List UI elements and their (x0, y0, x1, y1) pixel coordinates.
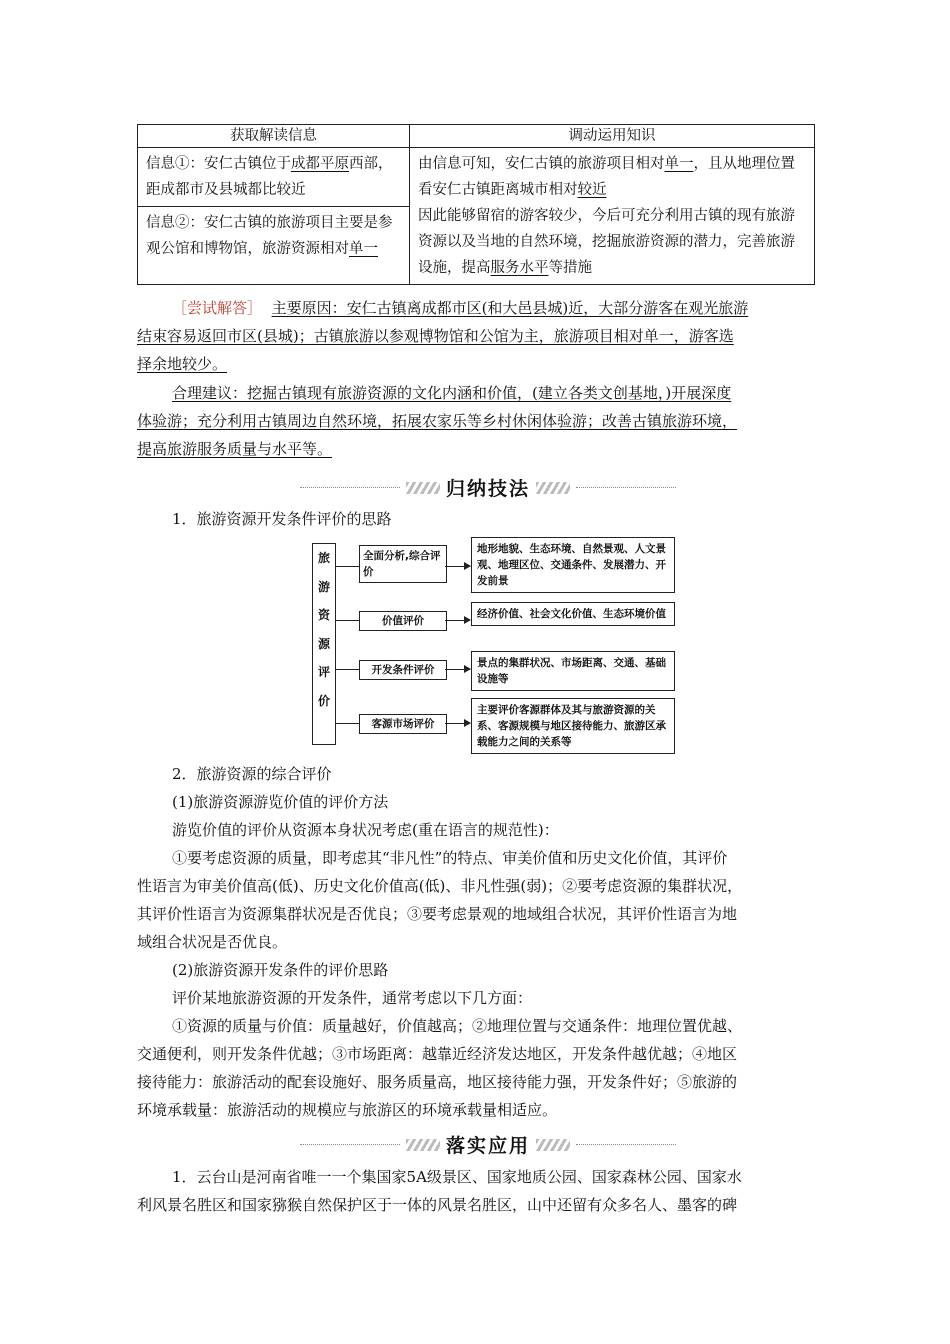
body-line-4: ①要考虑资源的质量，即考虑其“非凡性”的特点、审美价值和历史文化价值，其评价 (172, 849, 728, 867)
diagram-right-1: 地形地貌、生态环境、自然景观、人文景观、地理区位、交通条件、发展潜力、开发前景 (471, 537, 675, 593)
answer-line-1: ［尝试解答］ 主要原因：安仁古镇离成都市区(和大邑县城)近，大部分游客在观光旅游 (172, 299, 749, 317)
info-table (137, 124, 815, 285)
arrow (445, 620, 470, 621)
stripe-decoration (536, 1139, 570, 1151)
body-line-9: 评价某地旅游资源的开发条件，通常考虑以下几方面： (172, 989, 533, 1007)
arrow (445, 566, 470, 567)
diagram-mid-4: 客源市场评价 (359, 714, 447, 734)
divider (576, 487, 676, 488)
question-line-2: 利风景名胜区和国家猕猴自然保护区于一体的风景名胜区，山中还留有众多名人、墨客的碑 (137, 1196, 738, 1214)
answer-line-6: 提高旅游服务质量与水平等。 (137, 440, 333, 458)
divider (576, 1144, 676, 1145)
body-line-2: (1)旅游资源游览价值的评价方法 (172, 793, 389, 811)
stripe-decoration (406, 1139, 440, 1151)
connector (335, 620, 359, 621)
answer-line-3: 择余地较少。 (137, 355, 228, 373)
divider (300, 1144, 400, 1145)
table-header-right: 调动运用知识 (410, 125, 815, 148)
section-header-apply (300, 1131, 676, 1158)
answer-line-4: 合理建议：挖掘古镇现有旅游资源的文化内涵和价值，(建立各类文创基地，)开展深度 (172, 384, 732, 402)
diagram-root: 旅 游 资 源 评 价 (312, 543, 336, 745)
answer-line-5: 体验游；充分利用古镇周边自然环境，拓展农家乐等乡村休闲体验游；改善古镇旅游环境， (137, 412, 738, 430)
diagram-mid-3: 开发条件评价 (359, 660, 447, 680)
body-line-12: 接待能力：旅游活动的配套设施好、服务质量高，地区接待能力强，开发条件好；⑤旅游的 (137, 1073, 738, 1091)
connector (335, 723, 359, 724)
body-line-13: 环境承载量：旅游活动的规模应与旅游区的环境承载量相适应。 (137, 1101, 558, 1119)
body-line-7: 域组合状况是否优良。 (137, 933, 288, 951)
answer-line-2: 结束容易返回市区(县城)；古镇旅游以参观博物馆和公馆为主，旅游项目相对单一，游客选 (137, 327, 734, 345)
connector (335, 566, 359, 567)
body-line-5: 性语言为审美价值高(低)、历史文化价值高(低)、非凡性强(弱)；②要考虑资源的集群状况， (137, 877, 743, 895)
table-cell-info2: 信息②：安仁古镇的旅游项目主要是参观公馆和博物馆，旅游资源相对单一 (138, 207, 410, 285)
answer-tag: ［尝试解答］ (172, 299, 263, 317)
body-line-3: 游览价值的评价从资源本身状况考虑(重在语言的规范性)： (172, 821, 559, 839)
table-cell-knowledge: 由信息可知，安仁古镇的旅游项目相对单一，且从地理位置看安仁古镇距离城市相对较近 因此能够留宿的游客较少，今后可充分利用古镇的现有旅游资源以及当地的自然环境，挖掘旅游资源的潜力，完善旅游设施，提高服务水平等措施 (410, 148, 815, 285)
stripe-decoration (406, 482, 440, 494)
arrow (445, 723, 470, 724)
body-line-8: (2)旅游资源开发条件的评价思路 (172, 961, 389, 979)
diagram-mid-1: 全面分析,综合评价 (359, 545, 447, 583)
connector (335, 669, 359, 670)
diagram-right-2: 经济价值、社会文化价值、生态环境价值 (471, 602, 675, 626)
table-cell-info1: 信息①：安仁古镇位于成都平原西部，距成都市及县城都比较近 (138, 148, 410, 207)
divider (300, 487, 400, 488)
table-header-left: 获取解读信息 (138, 125, 410, 148)
section-title: 落实应用 (446, 1135, 531, 1157)
body-line-11: 交通便利，则开发条件优越；③市场距离：越靠近经济发达地区，开发条件越优越；④地区 (137, 1045, 738, 1063)
arrow (445, 669, 470, 670)
body-line-10: ①资源的质量与价值：质量越好，价值越高；②地理位置与交通条件：地理位置优越、 (172, 1017, 743, 1035)
body-line-1: 2．旅游资源的综合评价 (172, 765, 332, 783)
diagram-right-4: 主要评价客源群体及其与旅游资源的关系、客源规模与地区接待能力、旅游区承载能力之间的关系等 (471, 698, 675, 754)
diagram-mid-2: 价值评价 (359, 611, 447, 631)
body-line-6: 其评价性语言为资源集群状况是否优良；③要考虑景观的地域组合状况，其评价性语言为地 (137, 905, 738, 923)
diagram-right-3: 景点的集群状况、市场距离、交通、基础设施等 (471, 651, 675, 691)
stripe-decoration (536, 482, 570, 494)
point-1-heading: 1．旅游资源开发条件评价的思路 (172, 510, 392, 528)
section-title: 归纳技法 (446, 478, 531, 500)
section-header-summary (300, 474, 676, 501)
question-line-1: 1．云台山是河南省唯一一个集国家5A级景区、国家地质公园、国家森林公园、国家水 (172, 1168, 742, 1186)
